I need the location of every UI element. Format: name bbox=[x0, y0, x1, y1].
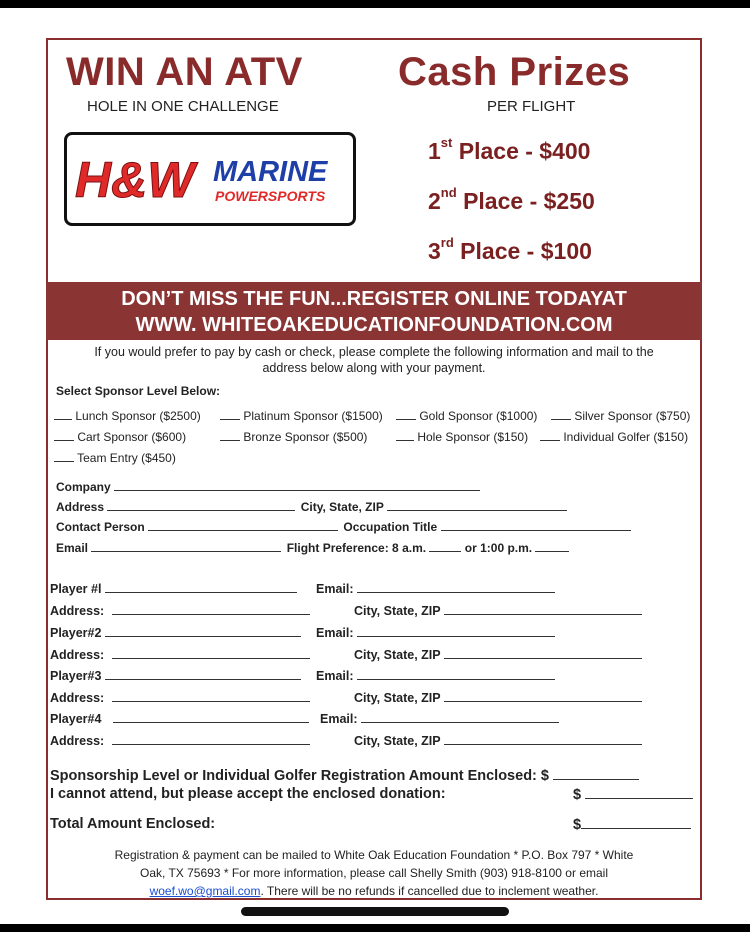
total-amount-row: $ bbox=[573, 816, 691, 833]
email-field[interactable] bbox=[91, 540, 281, 552]
player-2-row: Player#2 bbox=[50, 625, 301, 640]
player-1-name-field[interactable] bbox=[105, 581, 297, 593]
banner-website[interactable]: WWW. WHITEOAKEDUCATIONFOUNDATION.COM bbox=[135, 314, 613, 336]
city-field[interactable] bbox=[387, 499, 567, 511]
hw-marine-logo bbox=[64, 132, 356, 226]
sponsor-option-team[interactable]: Team Entry ($450) bbox=[54, 450, 176, 465]
player-4-email-field[interactable] bbox=[361, 711, 559, 723]
company-row: Company bbox=[56, 479, 480, 494]
right-subtitle: PER FLIGHT bbox=[487, 98, 576, 115]
left-subtitle: HOLE IN ONE CHALLENGE bbox=[87, 98, 279, 115]
player-1-city-row: City, State, ZIP bbox=[354, 603, 642, 618]
prize-3: 3rd Place - $100 bbox=[428, 235, 592, 264]
sponsor-option-silver[interactable]: Silver Sponsor ($750) bbox=[551, 408, 690, 423]
player-1-city-field[interactable] bbox=[444, 603, 642, 615]
player-1-email-field[interactable] bbox=[357, 581, 555, 593]
sponsor-option-lunch[interactable]: Lunch Sponsor ($2500) bbox=[54, 408, 201, 423]
player-3-address-row: Address: bbox=[50, 690, 310, 705]
player-4-address-field[interactable] bbox=[112, 733, 310, 745]
player-2-address-field[interactable] bbox=[112, 647, 310, 659]
prize-2: 2nd Place - $250 bbox=[428, 185, 595, 214]
player-3-name-field[interactable] bbox=[105, 668, 301, 680]
player-1-row: Player #l bbox=[50, 581, 297, 596]
player-2-name-field[interactable] bbox=[105, 625, 301, 637]
hw-logo-graphic bbox=[67, 135, 353, 223]
total-amount-field[interactable] bbox=[581, 816, 691, 829]
sponsor-option-hole[interactable]: Hole Sponsor ($150) bbox=[396, 429, 528, 444]
donation-amount-row: $ bbox=[573, 786, 693, 803]
donation-amount-field[interactable] bbox=[585, 786, 693, 799]
logo-marine: MARINE bbox=[213, 156, 328, 188]
address-row: Address City, State, ZIP bbox=[56, 499, 567, 514]
left-title: WIN AN ATV bbox=[66, 50, 303, 94]
player-4-address-row: Address: bbox=[50, 733, 310, 748]
contact-email-link[interactable]: woef.wo@gmail.com bbox=[149, 884, 261, 898]
contact-person-field[interactable] bbox=[148, 519, 338, 531]
sponsor-option-gold[interactable]: Gold Sponsor ($1000) bbox=[396, 408, 537, 423]
player-3-city-row: City, State, ZIP bbox=[354, 690, 642, 705]
intro-text: If you would prefer to pay by cash or check, please complete the following information and mail to the address below along with your payment. bbox=[94, 345, 654, 375]
sponsor-option-cart[interactable]: Cart Sponsor ($600) bbox=[54, 429, 186, 444]
player-1-address-field[interactable] bbox=[112, 603, 310, 615]
player-3-city-field[interactable] bbox=[444, 690, 642, 702]
scroll-indicator[interactable] bbox=[241, 907, 509, 916]
total-label: Total Amount Enclosed: bbox=[50, 816, 216, 832]
donation-label: I cannot attend, but please accept the enclosed donation: bbox=[50, 786, 446, 802]
banner-line-1: DON’T MISS THE FUN...REGISTER ONLINE TODAYAT bbox=[121, 288, 627, 310]
sponsor-heading: Select Sponsor Level Below: bbox=[56, 384, 221, 398]
player-3-address-field[interactable] bbox=[112, 690, 310, 702]
occupation-field[interactable] bbox=[441, 519, 631, 531]
player-4-name-field[interactable] bbox=[113, 711, 309, 723]
flight-1pm-field[interactable] bbox=[535, 540, 569, 552]
sponsor-option-platinum[interactable]: Platinum Sponsor ($1500) bbox=[220, 408, 383, 423]
player-2-city-field[interactable] bbox=[444, 647, 642, 659]
sponsor-option-bronze[interactable]: Bronze Sponsor ($500) bbox=[220, 429, 367, 444]
sponsor-option-individual[interactable]: Individual Golfer ($150) bbox=[540, 429, 688, 444]
email-row: Email Flight Preference: 8 a.m. or 1:00 p.m. bbox=[56, 540, 569, 555]
player-2-address-row: Address: bbox=[50, 647, 310, 662]
prize-1: 1st Place - $400 bbox=[428, 135, 591, 164]
player-2-city-row: City, State, ZIP bbox=[354, 647, 642, 662]
player-3-email-row: Email: bbox=[316, 668, 555, 683]
player-4-city-row: City, State, ZIP bbox=[354, 733, 642, 748]
player-1-email-row: Email: bbox=[316, 581, 555, 596]
contact-row: Contact Person Occupation Title bbox=[56, 519, 631, 534]
player-3-email-field[interactable] bbox=[357, 668, 555, 680]
sponsorship-amount-field[interactable] bbox=[553, 767, 639, 780]
player-3-row: Player#3 bbox=[50, 668, 301, 683]
player-2-email-row: Email: bbox=[316, 625, 555, 640]
flight-8am-field[interactable] bbox=[429, 540, 461, 552]
logo-brand: H&W bbox=[75, 152, 195, 208]
player-1-address-row: Address: bbox=[50, 603, 310, 618]
right-title: Cash Prizes bbox=[398, 50, 631, 94]
player-4-email-row: Email: bbox=[320, 711, 559, 726]
player-4-city-field[interactable] bbox=[444, 733, 642, 745]
address-field[interactable] bbox=[107, 499, 295, 511]
player-4-row: Player#4 bbox=[50, 711, 309, 726]
register-banner bbox=[46, 282, 702, 340]
sponsorship-amount-row: Sponsorship Level or Individual Golfer Registration Amount Enclosed: $ bbox=[50, 767, 639, 784]
player-2-email-field[interactable] bbox=[357, 625, 555, 637]
company-field[interactable] bbox=[114, 479, 480, 491]
footer-text: Registration & payment can be mailed to White Oak Education Foundation * P.O. Box 797 * White Oak, TX 75693 * For more information, please call Shelly Smith (903) 918-8100 or email woef.wo@gmail.com. There will be no refunds if cancelled due to inclement weather. bbox=[114, 848, 634, 898]
logo-powersports: POWERSPORTS bbox=[215, 188, 326, 204]
